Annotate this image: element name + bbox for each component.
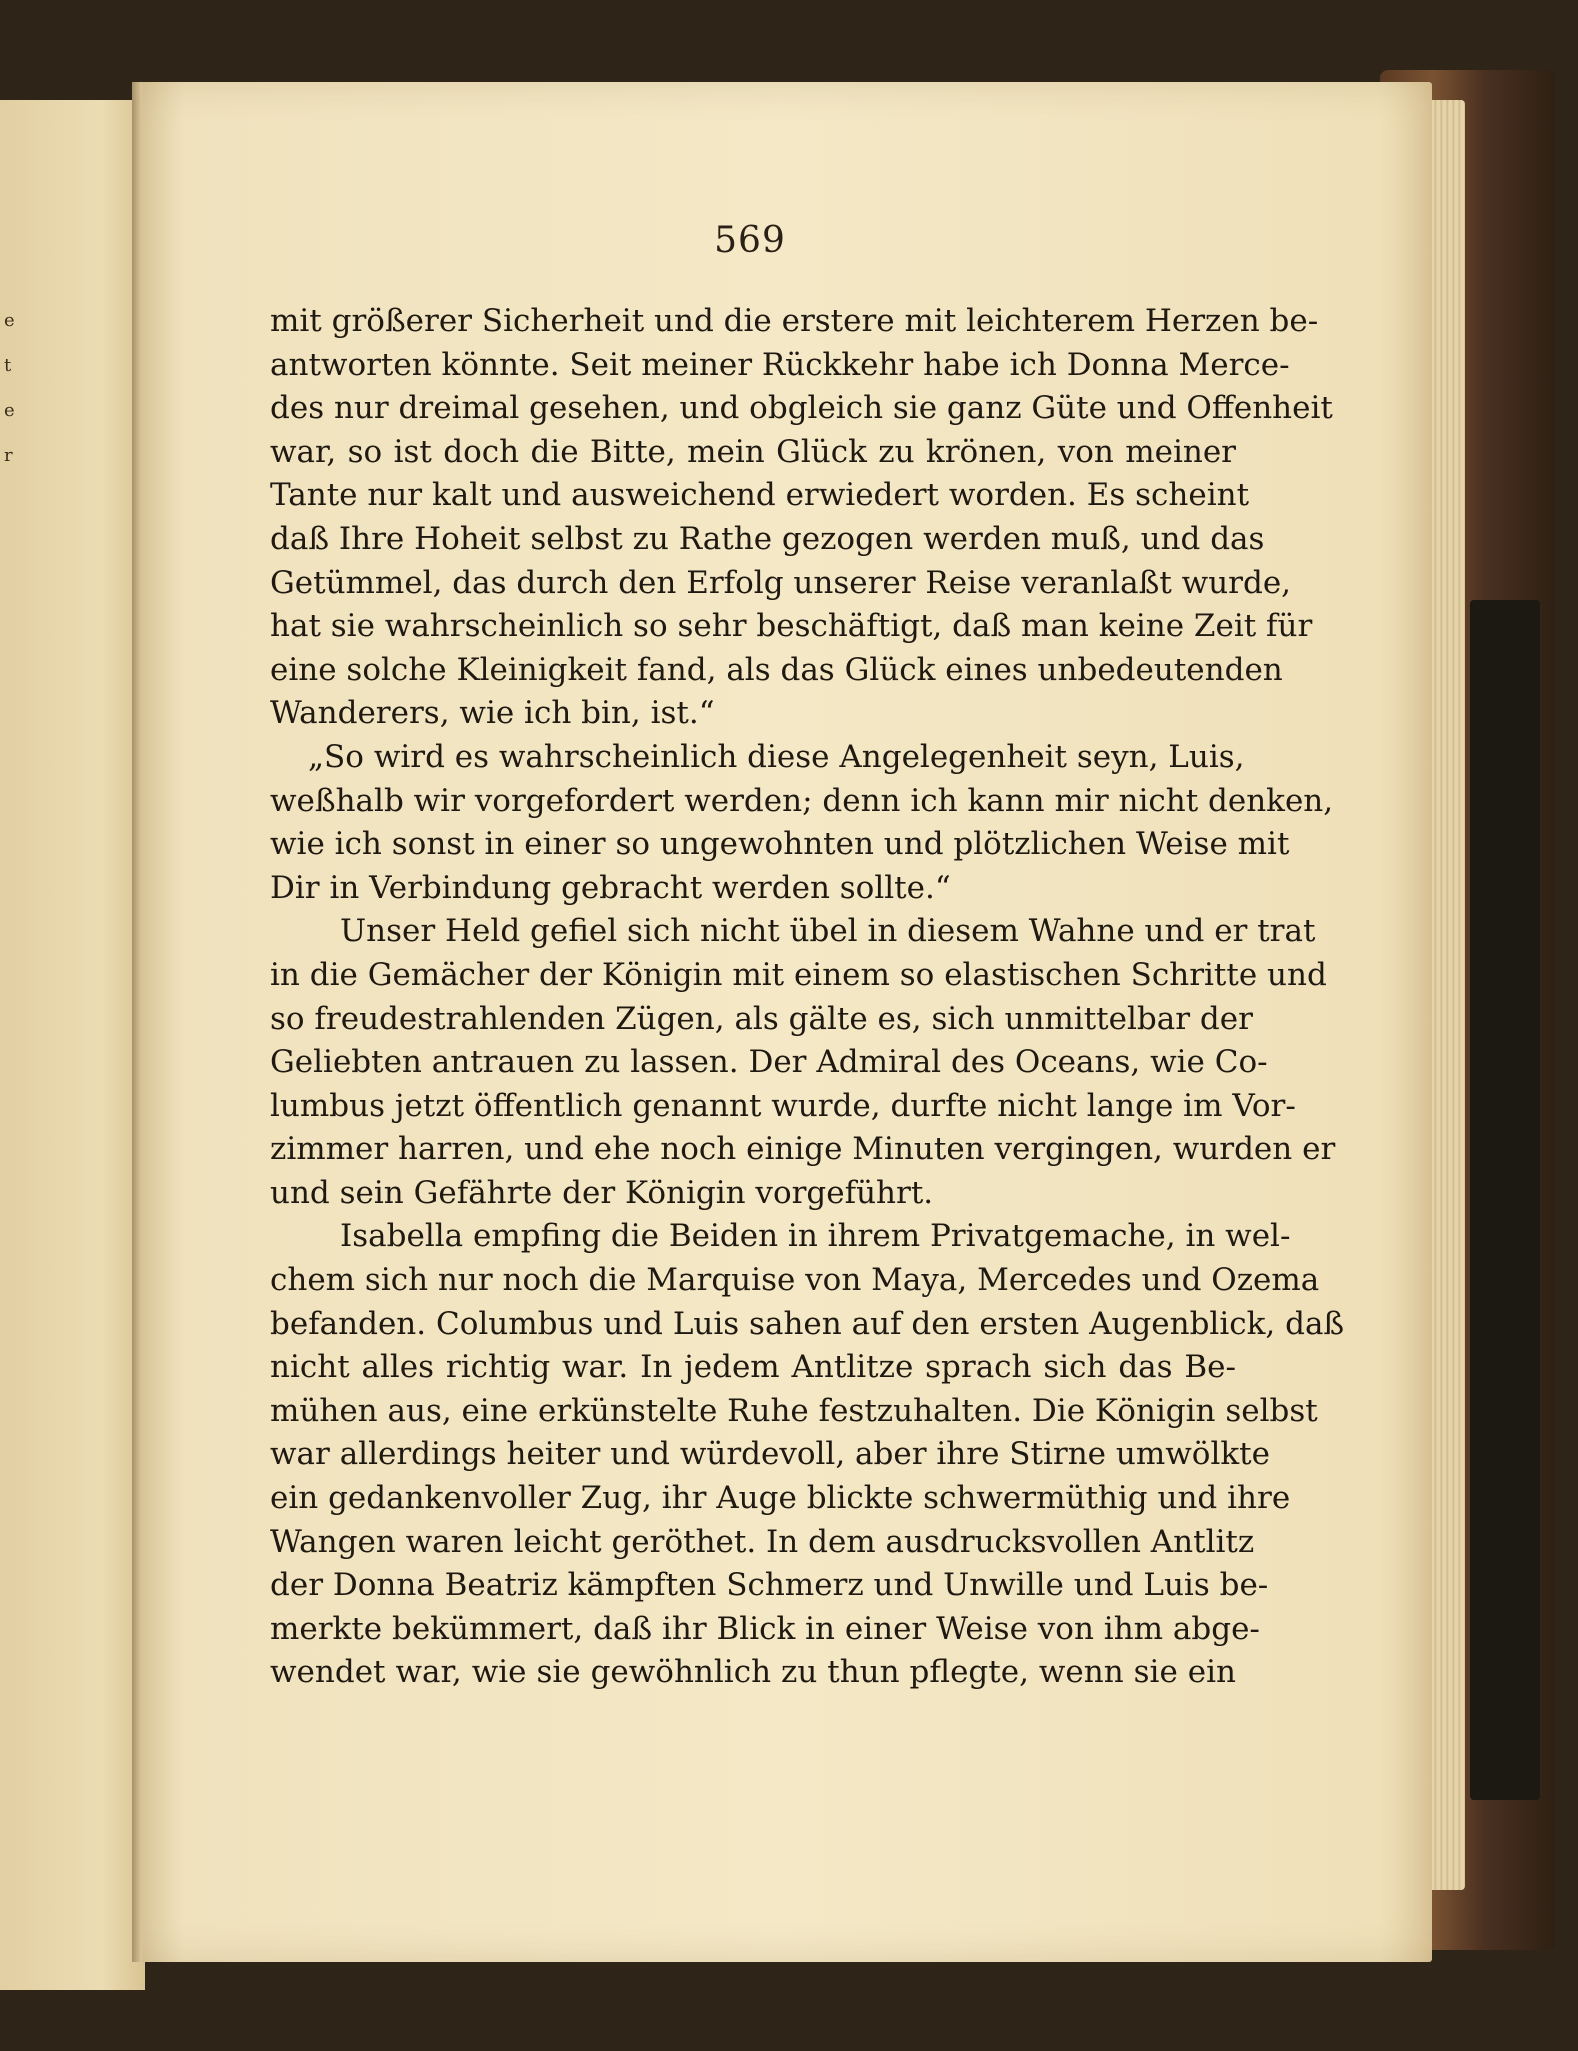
text-line: weßhalb wir vorgefordert werden; denn ich kann mir nicht denken, <box>270 782 1334 819</box>
text-line: eine solche Kleinigkeit fand, als das Glück eines unbedeutenden <box>270 651 1283 688</box>
text-line: war, so ist doch die Bitte, mein Glück zu krönen, von meiner <box>270 433 1236 470</box>
text-line: hat sie wahrscheinlich so sehr beschäftigt, daß man keine Zeit für <box>270 608 1313 645</box>
text-line: befanden. Columbus und Luis sahen auf den ersten Augenblick, daß <box>270 1305 1345 1342</box>
text-line: und sein Gefährte der Königin vorgeführt. <box>270 1174 934 1211</box>
text-line: so freudestrahlenden Zügen, als gälte es, sich unmittelbar der <box>270 1000 1253 1037</box>
text-line: Unser Held gefiel sich nicht übel in diesem Wahne und er trat <box>340 913 1316 950</box>
page-gutter <box>132 82 142 1962</box>
text-line: Isabella empfing die Beiden in ihrem Privatgemache, in wel- <box>340 1218 1291 1255</box>
text-line: mit größerer Sicherheit und die erstere mit leichterem Herzen be- <box>270 303 1319 339</box>
text-line: „So wird es wahrscheinlich diese Angelegenheit seyn, Luis, <box>308 738 1245 775</box>
text-line: merkte bekümmert, daß ihr Blick in einer Weise von ihm abge- <box>270 1610 1260 1647</box>
text-line: Wanderers, wie ich bin, ist.“ <box>270 695 715 732</box>
text-line: Wangen waren leicht geröthet. In dem ausdrucksvollen Antlitz <box>270 1523 1255 1560</box>
text-line: Dir in Verbindung gebracht werden sollte.“ <box>270 869 951 906</box>
page-number: 569 <box>714 220 786 261</box>
text-line: zimmer harren, und ehe noch einige Minuten vergingen, wurden er <box>270 1131 1336 1168</box>
text-line: des nur dreimal gesehen, und obgleich sie ganz Güte und Offenheit <box>270 390 1333 427</box>
left-facing-page <box>0 100 145 1990</box>
text-line: Getümmel, das durch den Erfolg unserer Reise veranlaßt wurde, <box>270 564 1292 601</box>
text-line: der Donna Beatriz kämpften Schmerz und Unwille und Luis be- <box>270 1567 1269 1604</box>
text-line: wendet war, wie sie gewöhnlich zu thun pflegte, wenn sie ein <box>270 1654 1236 1691</box>
text-line: wie ich sonst in einer so ungewohnten und plötzlichen Weise mit <box>270 826 1290 863</box>
text-line: chem sich nur noch die Marquise von Maya, Mercedes und Ozema <box>270 1262 1320 1299</box>
text-line: Geliebten antrauen zu lassen. Der Admiral des Oceans, wie Co- <box>270 1044 1268 1081</box>
text-line: antworten könnte. Seit meiner Rückkehr habe ich Donna Merce- <box>270 346 1290 383</box>
text-line: lumbus jetzt öffentlich genannt wurde, durfte nicht lange im Vor- <box>270 1087 1296 1124</box>
text-line: nicht alles richtig war. In jedem Antlitze sprach sich das Be- <box>270 1349 1236 1386</box>
text-line: daß Ihre Hoheit selbst zu Rathe gezogen werden muß, und das <box>270 520 1265 557</box>
left-page-fragment: e <box>4 400 15 421</box>
left-page-fragment: r <box>4 445 13 466</box>
text-line: Tante nur kalt und ausweichend erwiedert worden. Es scheint <box>270 477 1250 514</box>
book-cover-shadow <box>1470 600 1540 1800</box>
left-page-fragment: e <box>4 310 15 331</box>
left-page-fragment: t <box>4 355 12 376</box>
text-line: in die Gemächer der Königin mit einem so elastischen Schritte und <box>270 956 1327 993</box>
text-line: ein gedankenvoller Zug, ihr Auge blickte schwermüthig und ihre <box>270 1480 1291 1517</box>
page-text <box>270 300 1345 1695</box>
text-line: war allerdings heiter und würdevoll, aber ihre Stirne umwölkte <box>270 1436 1270 1473</box>
text-line: mühen aus, eine erkünstelte Ruhe festzuhalten. Die Königin selbst <box>270 1392 1318 1429</box>
